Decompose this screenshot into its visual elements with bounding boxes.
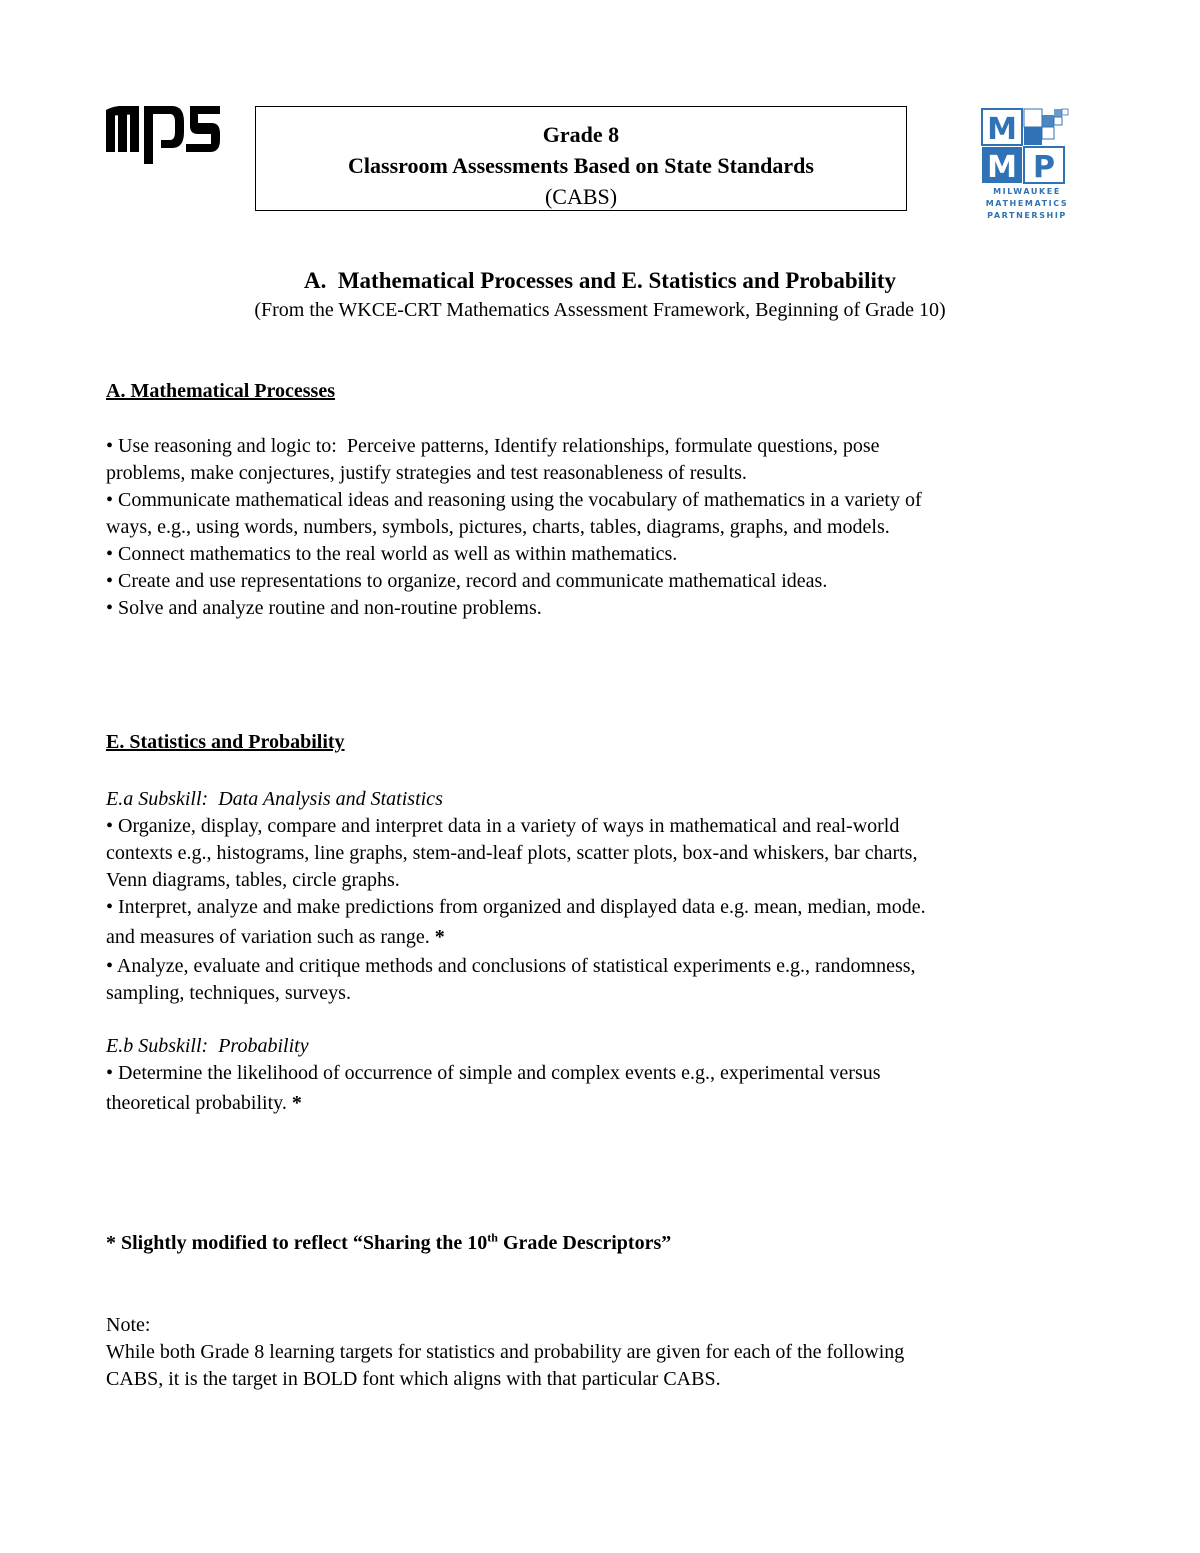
note-line: While both Grade 8 learning targets for statistics and probability are given for each of the following (106, 1341, 905, 1363)
subskill-a-line: and measures of variation such as range. (106, 926, 430, 948)
section-a-line: • Connect mathematics to the real world as well as within mathematics. (106, 543, 678, 565)
subskill-a-label: E.a Subskill: Data Analysis and Statistics (106, 788, 443, 810)
grade-label: Grade 8 (542, 122, 620, 147)
main-subheading: (From the WKCE-CRT Mathematics Assessment Framework, Beginning of Grade 10) (254, 299, 946, 321)
document-abbrev: (CABS) (544, 184, 618, 209)
section-a-line: • Communicate mathematical ideas and reasoning using the vocabulary of mathematics in a variety of (106, 489, 922, 511)
subskill-b-label: E.b Subskill: Probability (106, 1035, 309, 1057)
subskill-a-line: • Organize, display, compare and interpret data in a variety of ways in mathematical and real-world (106, 815, 900, 837)
mmp-caption-line: PARTNERSHIP (987, 211, 1067, 220)
subskill-a-line: • Analyze, evaluate and critique methods and conclusions of statistical experiments e.g., randomness, (106, 955, 916, 977)
footnote (106, 1230, 671, 1257)
footnote-prefix: * Slightly modified to reflect “Sharing the 10 (106, 1232, 488, 1254)
section-e-title: E. Statistics and Probability (106, 731, 345, 753)
subskill-a-line: • Interpret, analyze and make predictions from organized and displayed data e.g. mean, median, mode. (106, 896, 926, 918)
mmp-caption-line: MILWAUKEE (993, 187, 1061, 196)
title-box (255, 106, 907, 211)
subskill-b-line: • Determine the likelihood of occurrence of simple and complex events e.g., experimental versus (106, 1062, 881, 1084)
document-title: Classroom Assessments Based on State Standards (348, 153, 814, 178)
mmp-letter-2: M (987, 150, 1017, 185)
section-a-line: • Use reasoning and logic to: Perceive patterns, Identify relationships, formulate questions, pose (106, 435, 880, 457)
section-a-title: A. Mathematical Processes (106, 380, 336, 402)
note-label: Note: (106, 1314, 151, 1336)
subskill-a-block (106, 786, 926, 1007)
mmp-caption (972, 186, 1082, 222)
subskill-b-block (106, 1033, 881, 1119)
subskill-b-line-with-star (106, 1087, 881, 1119)
subskill-a-line-with-star (106, 921, 926, 953)
subskill-a-line: contexts e.g., histograms, line graphs, stem-and-leaf plots, scatter plots, box-and whiskers, bar charts, (106, 842, 918, 864)
section-a-line: problems, make conjectures, justify strategies and test reasonableness of results. (106, 462, 747, 484)
note-line: CABS, it is the target in BOLD font which aligns with that particular CABS. (106, 1368, 721, 1390)
footnote-sup: th (487, 1230, 498, 1245)
section-a-line: • Create and use representations to organize, record and communicate mathematical ideas. (106, 570, 828, 592)
modified-star: * (291, 1092, 302, 1114)
subskill-a-line: sampling, techniques, surveys. (106, 982, 351, 1004)
mps-logo (106, 106, 220, 164)
footnote-suffix: Grade Descriptors” (497, 1232, 672, 1254)
mmp-letter-3: P (1033, 150, 1055, 185)
section-a-line: ways, e.g., using words, numbers, symbols, pictures, charts, tables, diagrams, graphs, and models. (106, 516, 890, 538)
section-a-line: • Solve and analyze routine and non-routine problems. (106, 597, 542, 619)
subskill-a-line: Venn diagrams, tables, circle graphs. (106, 869, 400, 891)
subskill-b-line: theoretical probability. (106, 1092, 287, 1114)
modified-star: * (434, 926, 445, 948)
mmp-caption-line: MATHEMATICS (985, 199, 1069, 208)
mmp-letter-1: M (987, 112, 1017, 147)
note-block (106, 1312, 904, 1393)
main-heading: A. Mathematical Processes and E. Statistics and Probability (303, 268, 897, 293)
section-a-body (106, 433, 922, 622)
